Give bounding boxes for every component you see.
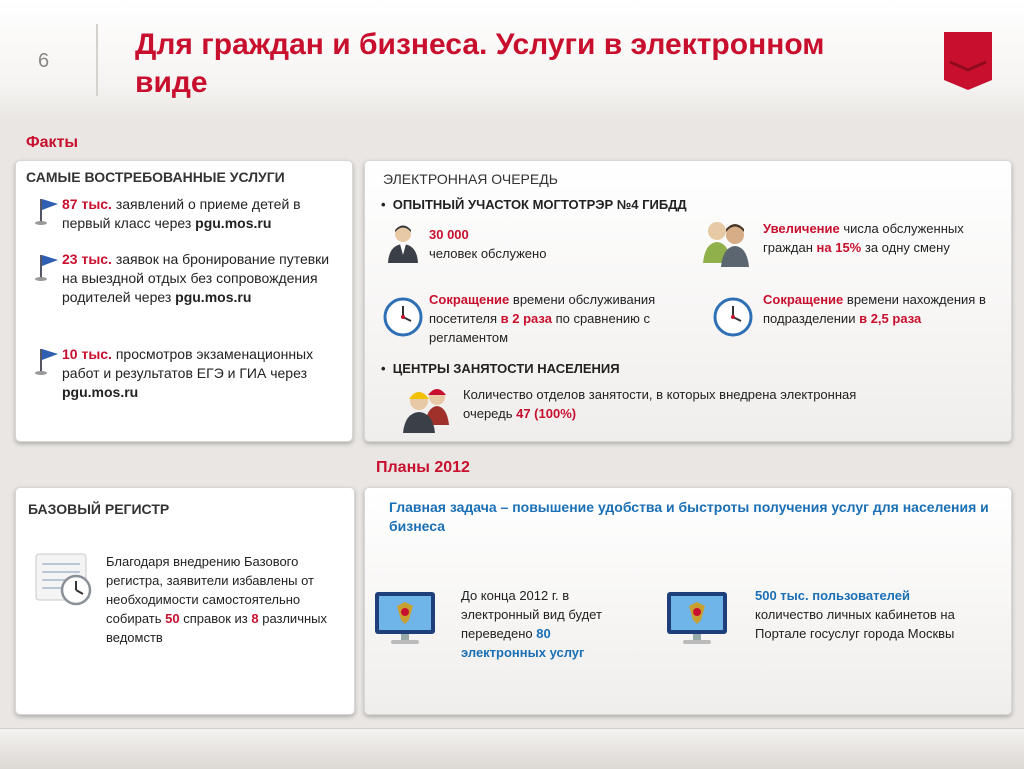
- flag-icon: [32, 195, 62, 225]
- increase-word: Увеличение: [763, 221, 840, 236]
- flag-icon: [32, 345, 62, 375]
- plan-services-num: 80: [536, 626, 551, 641]
- page-title: Для граждан и бизнеса. Услуги в электронном виде: [135, 28, 825, 99]
- item-link: pgu.mos.ru: [62, 384, 139, 400]
- served-number: 30 000: [429, 227, 469, 242]
- slide-header: [0, 0, 1024, 120]
- plan-users: [755, 586, 995, 643]
- reduce-value: в 2 раза: [500, 311, 552, 326]
- registry-num-2: 8: [251, 611, 259, 626]
- person-icon: [385, 223, 421, 263]
- base-registry-panel: [15, 487, 355, 715]
- item-text: заявок на бронирование путевки на выездной отдых без сопровождения родителей через: [62, 251, 330, 305]
- slide-footer: [0, 728, 1024, 769]
- registry-text-2: справок из: [183, 611, 248, 626]
- registry-text-3: различных ведомств: [106, 611, 327, 645]
- item-number: 10 тыс.: [62, 346, 112, 362]
- reduce-tail: по сравнению с регламентом: [429, 311, 651, 345]
- monitor-icon: [665, 590, 729, 648]
- popular-services-panel: [15, 160, 353, 442]
- reduce-value: в 2,5 раза: [859, 311, 922, 326]
- bullet-centers: • ЦЕНТРЫ ЗАНЯТОСТИ НАСЕЛЕНИЯ: [381, 361, 620, 376]
- flag-icon: [32, 251, 62, 281]
- plan-services-text: До конца 2012 г. в электронный вид будет переведено: [461, 588, 602, 641]
- increase-block: [763, 219, 997, 257]
- reduce-text: времени нахождения в подразделении: [763, 292, 986, 326]
- panel-title: САМЫЕ ВОСТРЕБОВАННЫЕ УСЛУГИ: [26, 169, 285, 185]
- registry-num-1: 50: [165, 611, 180, 626]
- item-link: pgu.mos.ru: [195, 215, 272, 231]
- plan-users-text: количество личных кабинетов на Портале госуслуг города Москвы: [755, 607, 955, 641]
- bullet-label: ЦЕНТРЫ ЗАНЯТОСТИ НАСЕЛЕНИЯ: [392, 361, 620, 376]
- served-block: [429, 225, 619, 263]
- section-plans: Планы 2012: [376, 459, 470, 476]
- reduce-word: Сокращение: [763, 292, 844, 307]
- registry-text: [106, 552, 346, 647]
- served-text: человек обслужено: [429, 246, 547, 261]
- plan-services-tail: электронных услуг: [461, 645, 585, 660]
- bullet-gibdd: • ОПЫТНЫЙ УЧАСТОК МОГТОТРЭР №4 ГИБДД: [381, 197, 687, 212]
- reduce-block-1: [429, 290, 699, 347]
- panel-title: ЭЛЕКТРОННАЯ ОЧЕРЕДЬ: [383, 171, 558, 187]
- item-text: просмотров экзаменационных работ и результатов ЕГЭ и ГИА через: [62, 346, 314, 381]
- registry-icon: [32, 550, 96, 608]
- plan-services: [461, 586, 631, 662]
- plan-users-head: 500 тыс. пользователей: [755, 588, 910, 603]
- item-number: 87 тыс.: [62, 196, 112, 212]
- increase-value: на 15%: [816, 240, 862, 255]
- centers-value: 47 (100%): [516, 406, 577, 421]
- reduce-block-2: [763, 290, 997, 328]
- people-icon: [697, 215, 755, 267]
- item-text: заявлений о приеме детей в первый класс через: [62, 196, 301, 231]
- centers-text: Количество отделов занятости, в которых внедрена электронная очередь: [463, 387, 857, 421]
- monitor-icon: [373, 590, 437, 648]
- reduce-text: времени обслуживания посетителя: [429, 292, 656, 326]
- slide-number: 6: [38, 50, 50, 72]
- workers-icon: [399, 381, 455, 433]
- electronic-queue-panel: [364, 160, 1012, 442]
- clock-icon: [383, 297, 423, 337]
- item-number: 23 тыс.: [62, 251, 112, 267]
- plans-panel: [364, 487, 1012, 715]
- item-link: pgu.mos.ru: [175, 289, 252, 305]
- increase-text: числа обслуженных граждан: [763, 221, 964, 255]
- increase-tail: за одну смену: [864, 240, 950, 255]
- registry-text-1: Благодаря внедрению Базового регистра, заявители избавлены от необходимости самостоятельно собирать: [106, 554, 314, 626]
- clock-icon: [713, 297, 753, 337]
- list-item: [62, 195, 342, 233]
- panel-title: БАЗОВЫЙ РЕГИСТР: [28, 501, 170, 517]
- main-task: Главная задача – повышение удобства и быстроты получения услуг для населения и бизнеса: [389, 499, 989, 534]
- list-item: [62, 345, 332, 402]
- header-divider: [96, 24, 98, 96]
- list-item: [62, 250, 332, 307]
- centers-block: [463, 385, 863, 423]
- section-facts: Факты: [26, 134, 79, 151]
- moscow-logo-icon: [944, 32, 992, 90]
- reduce-word: Сокращение: [429, 292, 510, 307]
- bullet-label: ОПЫТНЫЙ УЧАСТОК МОГТОТРЭР №4 ГИБДД: [392, 197, 687, 212]
